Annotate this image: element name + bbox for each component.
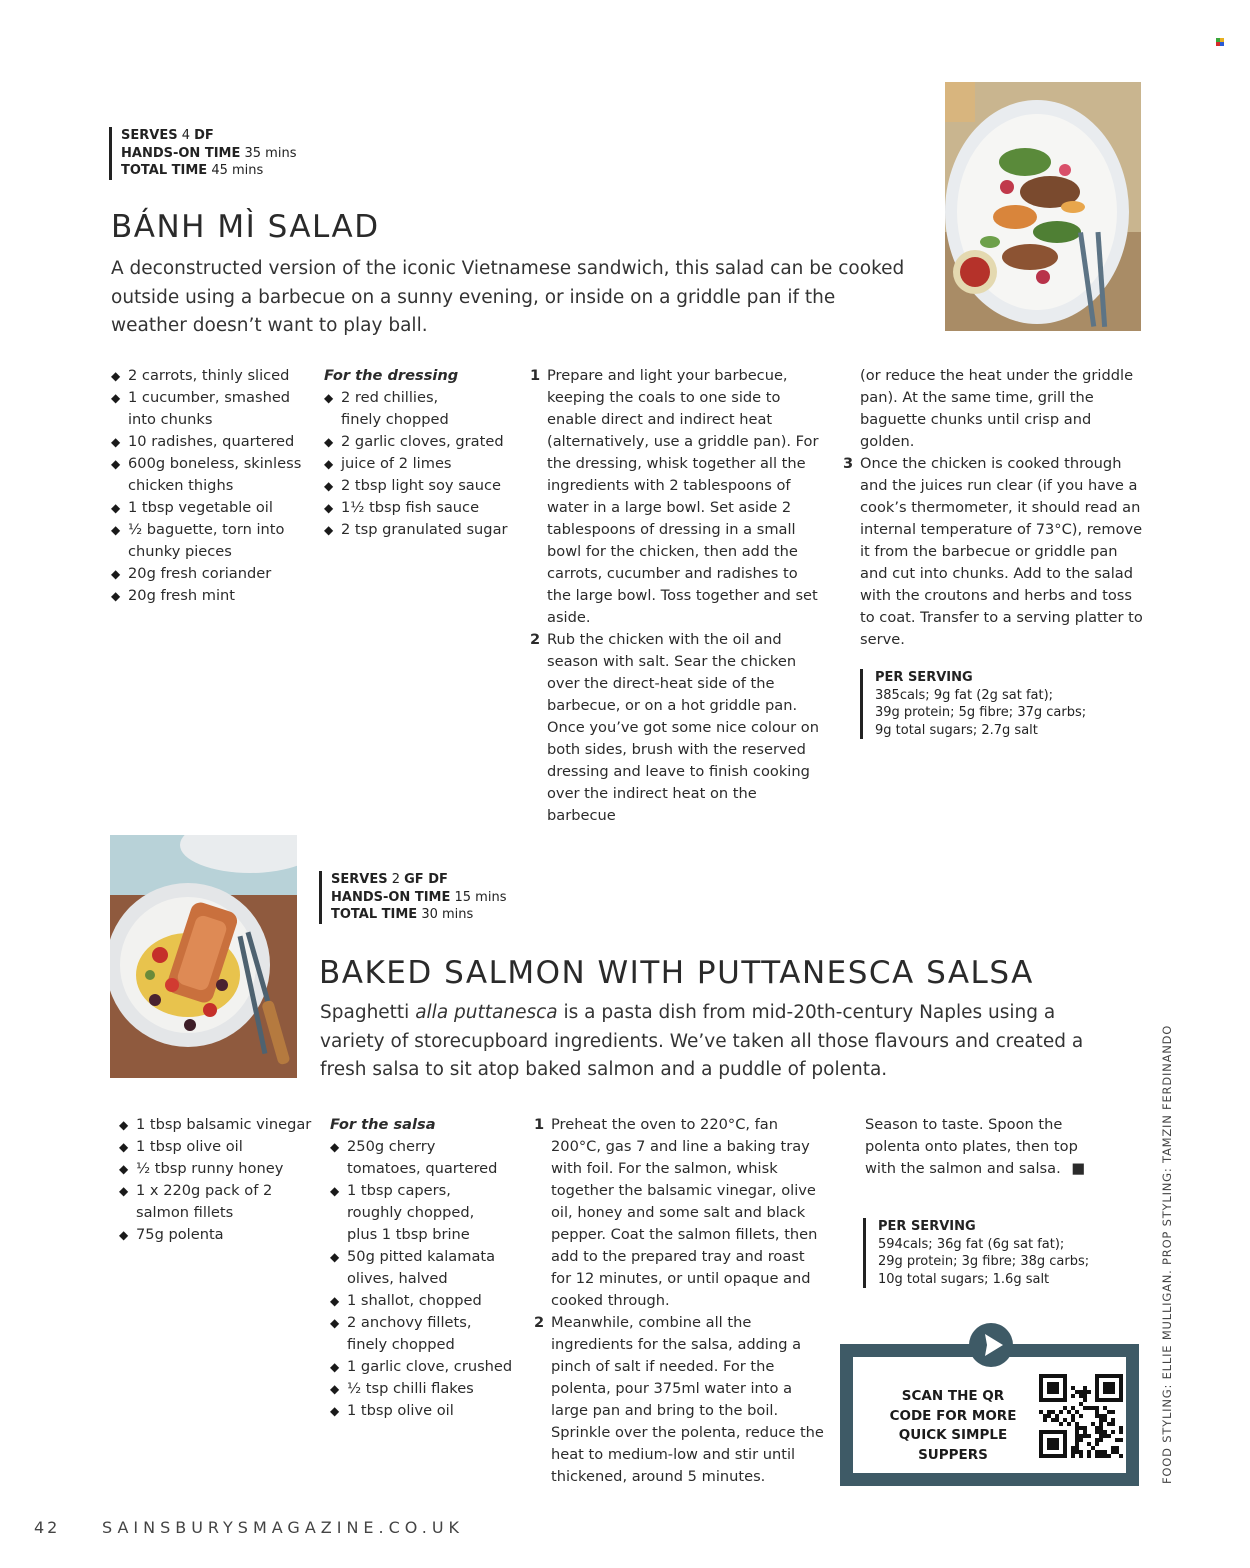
ingredient-item: ◆ 1 tbsp olive oil (330, 1400, 525, 1422)
ingredient-item: ◆ 50g pitted kalamata olives, halved (330, 1246, 525, 1290)
page-number: 42 (34, 1518, 61, 1537)
recipe2-nutrition: PER SERVING 594cals; 36g fat (6g sat fat); 29g protein; 3g fibre; 38g carbs; 10g total sugars; 1.6g salt (863, 1218, 1089, 1288)
method-step (530, 365, 822, 629)
ingredient-item: ◆ ½ tsp chilli flakes (330, 1378, 525, 1400)
ingredient-item: ◆ ½ tbsp runny honey (119, 1158, 319, 1180)
step-number: 1 (530, 367, 541, 384)
corner-mark-icon (1216, 31, 1224, 39)
ingredient-item: ◆ 10 radishes, quartered (111, 431, 316, 453)
footer-url[interactable]: SAINSBURYSMAGAZINE.CO.UK (102, 1518, 465, 1537)
ingredient-item: ◆ 1 shallot, chopped (330, 1290, 525, 1312)
ingredient-item: ◆ 1 tbsp vegetable oil (111, 497, 316, 519)
recipe2-intro: Spaghetti alla puttanesca is a pasta dish from mid-20th-century Naples using a variety of storecupboard ingredients. We’ve taken all those flavours and created a fresh salsa to sit atop baked salmon and a puddle of polenta. (320, 1002, 1084, 1080)
method-step (530, 629, 822, 827)
recipe2-ingredients (119, 1114, 319, 1246)
ingredient-item: ◆ 2 garlic cloves, grated (324, 431, 524, 453)
ingredient-item: ◆ 20g fresh mint (111, 585, 316, 607)
recipe2-final-step: Season to taste. Spoon the polenta onto plates, then top with the salmon and salsa. ■ (865, 1116, 1086, 1177)
salad-photo (945, 82, 1141, 331)
step-text: Meanwhile, combine all the ingredients for the salsa, adding a pinch of salt if needed. For the polenta, pour 375ml water into a large pan and bring to the boil. Sprinkle over the polenta, reduce the heat to medium-low and stir until thickened, around 5 minutes. (551, 1314, 824, 1485)
ingredient-item: ◆ 2 tsp granulated sugar (324, 519, 524, 541)
dressing-heading: For the dressing (324, 367, 459, 384)
end-mark: ■ (1071, 1160, 1086, 1177)
recipe1-meta: SERVES 4 DF HANDS-ON TIME 35 mins TOTAL TIME 45 mins (109, 127, 296, 180)
recipe2-method (534, 1114, 826, 1488)
recipe2-meta: SERVES 2 GF DF HANDS-ON TIME 15 mins TOTAL TIME 30 mins (319, 871, 506, 924)
salmon-photo (110, 835, 297, 1078)
ingredient-item: ◆ 2 carrots, thinly sliced (111, 365, 316, 387)
method-step (843, 365, 1143, 453)
ingredient-item: ◆ 1½ tbsp fish sauce (324, 497, 524, 519)
step-text: Preheat the oven to 220°C, fan 200°C, gas 7 and line a baking tray with foil. For the salmon, whisk together the balsamic vinegar, olive oil, honey and some salt and black pepper. Coat the salmon fillets, then add to the prepared tray and roast for 12 minutes, or until opaque and cooked through. (551, 1116, 818, 1309)
ingredient-item: ◆ 1 cucumber, smashed into chunks (111, 387, 316, 431)
step-text: (or reduce the heat under the griddle pan). At the same time, grill the baguette chunks until crisp and golden. (860, 367, 1134, 450)
step-number: 3 (843, 455, 854, 472)
recipe1-intro: A deconstructed version of the iconic Vietnamese sandwich, this salad can be cooked outside using a barbecue on a sunny evening, or inside on a griddle pan if the weather doesn’t want to play ball. (111, 258, 905, 336)
ingredient-item: ◆ 250g cherry tomatoes, quartered (330, 1136, 512, 1180)
recipe2-title: BAKED SALMON WITH PUTTANESCA SALSA (319, 955, 1034, 991)
recipe2-salsa (330, 1114, 525, 1422)
ingredient-item: ◆ 1 x 220g pack of 2 salmon fillets (119, 1180, 276, 1224)
ingredient-item: ◆ 75g polenta (119, 1224, 319, 1246)
recipe1-ingredients (111, 365, 316, 607)
ingredient-item: ◆ 1 tbsp capers, roughly chopped, plus 1 tbsp brine (330, 1180, 497, 1246)
qr-code-icon[interactable] (1039, 1374, 1123, 1458)
ingredient-item: ◆ 1 tbsp olive oil (119, 1136, 319, 1158)
recipe1-nutrition: PER SERVING 385cals; 9g fat (2g sat fat); 39g protein; 5g fibre; 37g carbs; 9g total sugars; 2.7g salt (860, 669, 1086, 739)
ingredient-item: ◆ 600g boneless, skinless chicken thighs (111, 453, 316, 497)
ingredient-item: ◆ 2 anchovy fillets, finely chopped (330, 1312, 497, 1356)
method-step (534, 1114, 826, 1312)
ingredient-item: ◆ 2 tbsp light soy sauce (324, 475, 524, 497)
play-arrow-icon[interactable] (968, 1322, 1014, 1368)
method-step (843, 453, 1143, 651)
photo-credits: FOOD STYLING: ELLIE MULLIGAN. PROP STYLING: TAMZIN FERDINANDO (1160, 1024, 1174, 1484)
ingredient-item: ◆ 20g fresh coriander (111, 563, 316, 585)
recipe1-method-b (843, 365, 1143, 651)
recipe1-method-a (530, 365, 822, 827)
recipe1-dressing (324, 365, 524, 541)
step-number: 2 (534, 1314, 545, 1331)
step-number: 1 (534, 1116, 545, 1133)
recipe1-title: BÁNH MÌ SALAD (111, 209, 380, 245)
ingredient-item: ◆ ½ baguette, torn into chunky pieces (111, 519, 316, 563)
step-number: 2 (530, 631, 541, 648)
ingredient-item: ◆ 1 tbsp balsamic vinegar (119, 1114, 319, 1136)
ingredient-item: ◆ 1 garlic clove, crushed (330, 1356, 525, 1378)
step-text: Rub the chicken with the oil and season with salt. Sear the chicken over the direct-heat side of the barbecue, or on a hot griddle pan. Once you’ve got some nice colour on both sides, brush with the reserved dressing and leave to finish cooking over the indirect heat on the barbecue (547, 631, 819, 824)
qr-promo-text: SCAN THE QR CODE FOR MORE QUICK SIMPLE SUPPERS (889, 1388, 1017, 1463)
step-text: Once the chicken is cooked through and the juices run clear (if you have a cook’s thermometer, it should read an internal temperature of 73°C), remove it from the barbecue or griddle pan and cut into chunks. Add to the salad with the croutons and herbs and toss to coat. Transfer to a serving platter to serve. (860, 455, 1143, 648)
ingredient-item: ◆ 2 red chillies, finely chopped (324, 387, 451, 431)
method-step (534, 1312, 826, 1488)
salsa-heading: For the salsa (330, 1116, 436, 1133)
ingredient-item: ◆ juice of 2 limes (324, 453, 524, 475)
step-text: Prepare and light your barbecue, keeping the coals to one side to enable direct and indirect heat (alternatively, use a griddle pan). For the dressing, whisk together all the ingredients with 2 tablespoons of water in a large bowl. Set aside 2 tablespoons of dressing in a small bowl for the chicken, then add the carrots, cucumber and radishes to the large bowl. Toss together and set aside. (547, 367, 819, 626)
